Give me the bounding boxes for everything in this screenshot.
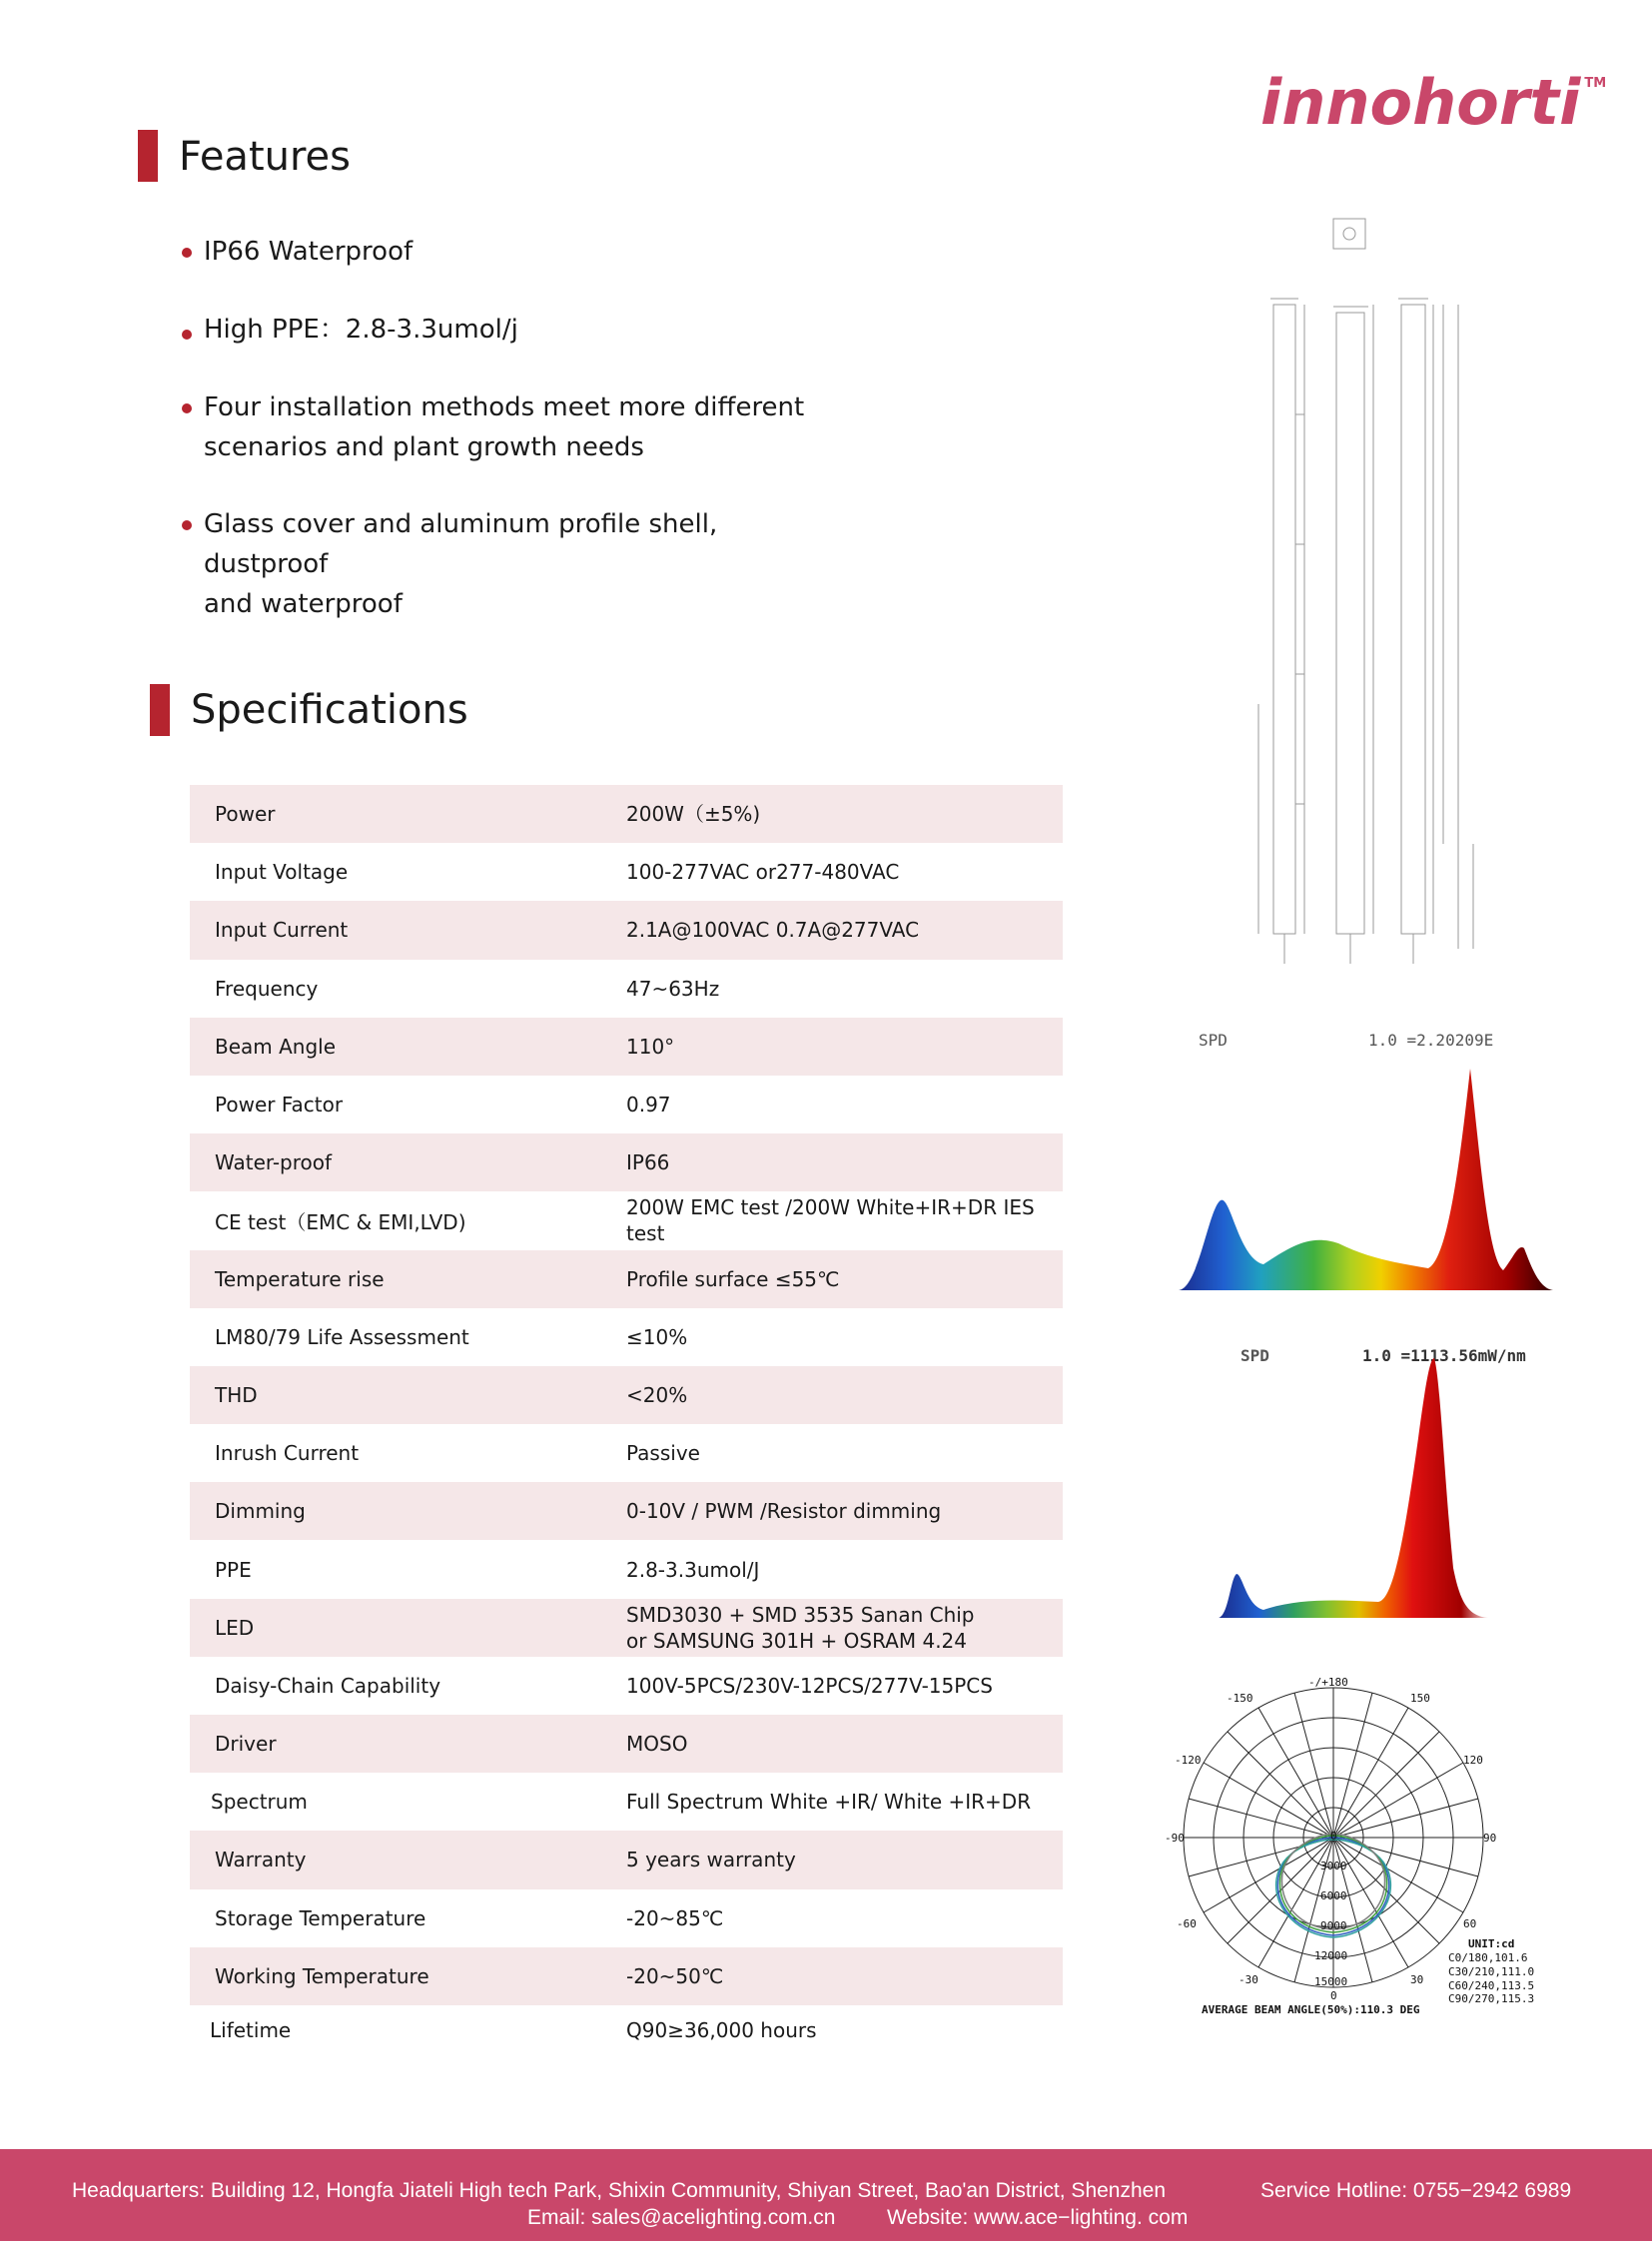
spec-key: Frequency (215, 976, 319, 1001)
feature-item (180, 310, 829, 350)
polar-caption: AVERAGE BEAM ANGLE(50%):110.3 DEG (1202, 2003, 1420, 2016)
feature-item (180, 504, 829, 624)
spec-value-line: SMD3030 + SMD 3535 Sanan Chip (626, 1602, 975, 1627)
polar-angle-label: 60 (1463, 1917, 1477, 1930)
table-row (190, 843, 1063, 901)
spd-label-right: 1.0 =1113.56mW/nm (1362, 1346, 1526, 1365)
logo-text: innohorti (1260, 66, 1581, 139)
spec-key: Inrush Current (215, 1441, 360, 1466)
polar-angle-label: -60 (1177, 1917, 1197, 1930)
spd-label-left: SPD (1240, 1346, 1269, 1365)
table-row (190, 1133, 1063, 1191)
polar-ring-label: 12000 (1314, 1949, 1348, 1962)
profile-bar-left (1273, 305, 1295, 934)
features-list (180, 228, 829, 624)
polar-angle-label: -/+180 (1308, 1676, 1348, 1689)
spd-label-left: SPD (1199, 1031, 1228, 1050)
table-row (190, 1773, 1063, 1831)
profile-bar-middle (1336, 313, 1364, 934)
spec-value: 0-10V / PWM /Resistor dimming (626, 1499, 942, 1524)
feature-line: and waterproof (204, 589, 403, 619)
bullet-icon (182, 248, 192, 258)
profile-bar-right (1401, 305, 1425, 934)
table-row (190, 1947, 1063, 2005)
spec-key: Driver (215, 1732, 277, 1757)
table-row (190, 1018, 1063, 1076)
spec-key: Storage Temperature (215, 1905, 426, 1930)
feature-line: scenarios and plant growth needs (204, 432, 644, 462)
polar-legend-item: C60/240,113.5 (1448, 1979, 1535, 1992)
spec-value: MOSO (626, 1732, 688, 1757)
table-row (190, 1366, 1063, 1424)
spec-value: 200W EMC test /200W White+IR+DR IES test (626, 1195, 1035, 1246)
spec-value: 5 years warranty (626, 1848, 796, 1872)
footer-hotline: Service Hotline: 0755−2942 6989 (1260, 2179, 1572, 2202)
spec-value: 100-277VAC or277-480VAC (626, 860, 900, 885)
table-row (190, 960, 1063, 1018)
brand-logo (1260, 66, 1606, 139)
footer (0, 2149, 1652, 2241)
table-row (190, 2005, 1063, 2055)
spec-key: Temperature rise (215, 1266, 385, 1291)
table-row (190, 1599, 1063, 1657)
table-row (190, 785, 1063, 843)
polar-angle-label: -90 (1165, 1832, 1185, 1845)
table-row (190, 1191, 1063, 1249)
spec-key: LM80/79 Life Assessment (215, 1324, 469, 1349)
spec-value: Q90≥36,000 hours (626, 2017, 817, 2042)
table-row (190, 1482, 1063, 1540)
spec-value: <20% (626, 1382, 688, 1407)
table-row (190, 1831, 1063, 1888)
table-row (190, 901, 1063, 959)
polar-legend-item: C0/180,101.6 (1448, 1951, 1528, 1964)
spec-key: Lifetime (210, 2017, 292, 2042)
spd-chart-1 (1169, 1019, 1568, 1298)
footer-headquarters: Headquarters: Building 12, Hongfa Jiateli High tech Park, Shixin Community, Shiyan Street, Bao'an District, Shenzhen (72, 2179, 1167, 2202)
spec-key: Warranty (215, 1848, 307, 1872)
table-row (190, 1424, 1063, 1482)
polar-angle-label: -120 (1175, 1754, 1202, 1767)
table-row (190, 1889, 1063, 1947)
table-row (190, 1540, 1063, 1598)
spec-key: Water-proof (215, 1150, 333, 1175)
trademark-mark: TM (1584, 76, 1607, 91)
footer-website[interactable]: Website: www.ace−lighting. com (887, 2206, 1189, 2229)
spec-key: Power Factor (215, 1093, 344, 1118)
spd-chart-2 (1169, 1338, 1568, 1618)
features-accent-bar (138, 130, 158, 182)
spec-key: Power (215, 802, 276, 827)
spec-value: ≤10% (626, 1324, 688, 1349)
spd-label-right: 1.0 =2.20209E (1368, 1031, 1494, 1050)
feature-line: IP66 Waterproof (204, 237, 413, 267)
polar-ring-label: 15000 (1314, 1975, 1348, 1988)
polar-angle-label: 90 (1483, 1832, 1497, 1845)
bullet-icon (182, 330, 192, 340)
spec-key: Working Temperature (215, 1963, 429, 1988)
spec-key: Beam Angle (215, 1034, 337, 1059)
polar-legend-item: C30/210,111.0 (1448, 1965, 1535, 1978)
spec-value: 110° (626, 1034, 675, 1059)
spec-value (626, 1602, 975, 1654)
polar-legend-item: C90/270,115.3 (1448, 1992, 1535, 2005)
polar-ring-label: 3000 (1320, 1860, 1347, 1872)
spec-key: PPE (215, 1557, 252, 1582)
spec-value: -20~50℃ (626, 1963, 724, 1988)
spec-value: 200W（±5%) (626, 802, 761, 827)
spec-value: 0.97 (626, 1093, 671, 1118)
feature-line: High PPE：2.8-3.3umol/j (204, 315, 518, 345)
spec-value: Passive (626, 1441, 700, 1466)
end-cap-view (1333, 219, 1365, 249)
spec-key: Daisy-Chain Capability (215, 1673, 441, 1698)
spec-value: 2.1A@100VAC 0.7A@277VAC (626, 918, 920, 943)
table-row (190, 1657, 1063, 1715)
polar-distribution-chart (1159, 1668, 1558, 2027)
spec-value: IP66 (626, 1150, 670, 1175)
spec-key: Dimming (215, 1499, 306, 1524)
feature-line: Glass cover and aluminum profile shell, dustproof (204, 509, 718, 579)
feature-item (180, 232, 829, 272)
spec-key: LED (215, 1615, 255, 1640)
polar-angle-label: -30 (1239, 1973, 1258, 1986)
table-row (190, 1250, 1063, 1308)
polar-ring-label: 0 (1330, 1830, 1337, 1843)
spec-value: 100V-5PCS/230V-12PCS/277V-15PCS (626, 1673, 993, 1698)
spec-value: Profile surface ≤55℃ (626, 1266, 840, 1291)
dimension-drawing (1239, 205, 1488, 964)
spec-key: Spectrum (211, 1790, 308, 1815)
bullet-icon (182, 520, 192, 530)
features-title: Features (179, 134, 351, 180)
table-row (190, 1076, 1063, 1133)
bullet-icon (182, 403, 192, 413)
spec-key: Input Current (215, 918, 349, 943)
spec-key: THD (215, 1382, 258, 1407)
specifications-table (190, 785, 1063, 2055)
polar-angle-label: 30 (1410, 1973, 1424, 1986)
feature-item (180, 387, 829, 467)
footer-email[interactable]: Email: sales@acelighting.com.cn (527, 2206, 836, 2229)
spec-key: Input Voltage (215, 860, 349, 885)
table-row (190, 1715, 1063, 1773)
polar-legend-title: UNIT:cd (1468, 1937, 1515, 1950)
polar-angle-label: 120 (1463, 1754, 1483, 1767)
polar-ring-label: 0 (1330, 1989, 1337, 2002)
spd-curve-1 (1169, 1019, 1568, 1298)
spec-value: -20~85℃ (626, 1905, 724, 1930)
polar-angle-label: 150 (1410, 1692, 1430, 1705)
polar-ring-label: 9000 (1320, 1919, 1347, 1932)
table-row (190, 1308, 1063, 1366)
spec-value: Full Spectrum White +IR/ White +IR+DR (626, 1790, 1032, 1815)
feature-line: Four installation methods meet more different (204, 392, 805, 422)
spec-value: 47~63Hz (626, 976, 720, 1001)
specifications-title: Specifications (191, 687, 468, 733)
spd-curve-2 (1169, 1338, 1568, 1618)
spec-value: 2.8-3.3umol/J (626, 1557, 760, 1582)
spec-key: CE test（EMC & EMI,LVD) (215, 1209, 466, 1234)
polar-ring-label: 6000 (1320, 1889, 1347, 1902)
specifications-accent-bar (150, 684, 170, 736)
spec-value-line: or SAMSUNG 301H + OSRAM 4.24 (626, 1628, 968, 1653)
polar-angle-label: -150 (1227, 1692, 1253, 1705)
